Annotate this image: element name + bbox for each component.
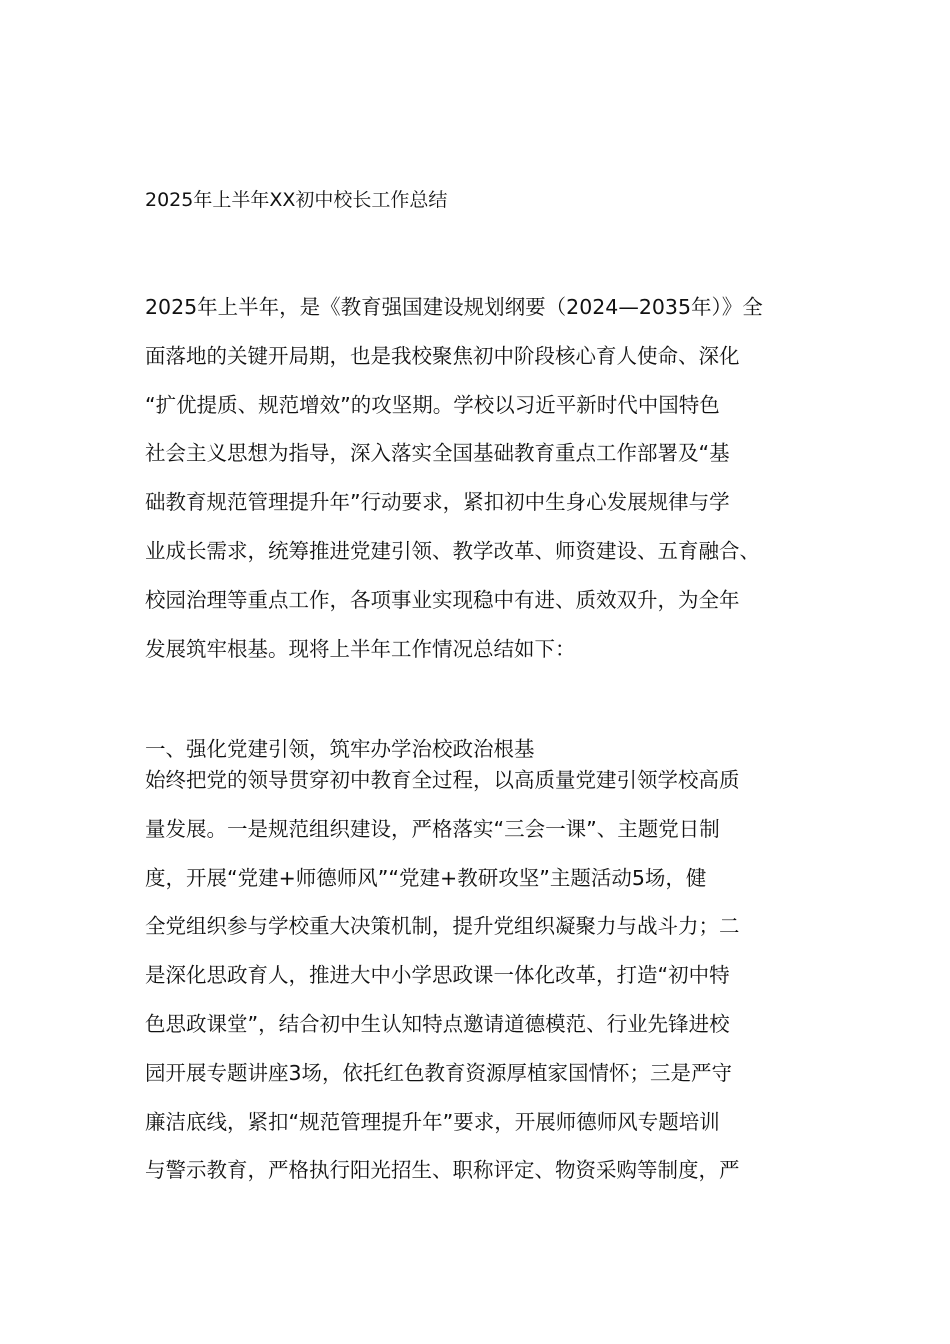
paragraph-line: 度，开展“党建+师德师风”“党建+教研攻坚”主题活动5场，健 — [145, 865, 707, 890]
paragraph-line: 量发展。一是规范组织建设，严格落实“三会一课”、主题党日制 — [145, 816, 720, 841]
paragraph-line: 社会主义思想为指导，深入落实全国基础教育重点工作部署及“基 — [145, 441, 730, 466]
paragraph-line: 廉洁底线，紧扣“规范管理提升年”要求，开展师德师风专题培训 — [145, 1109, 720, 1134]
paragraph-line: 是深化思政育人，推进大中小学思政课一体化改革，打造“初中特 — [145, 963, 730, 988]
paragraph-line: 园开展专题讲座3场，依托红色教育资源厚植家国情怀；三是严守 — [145, 1060, 733, 1085]
document-title: 2025年上半年XX初中校长工作总结 — [145, 189, 448, 211]
paragraph-line: 全党组织参与学校重大决策机制，提升党组织凝聚力与战斗力；二 — [145, 914, 740, 939]
paragraph-line: 面落地的关键开局期，也是我校聚焦初中阶段核心育人使命、深化 — [145, 343, 740, 368]
paragraph-line: 发展筑牢根基。现将上半年工作情况总结如下： — [145, 636, 576, 661]
paragraph-line: 校园治理等重点工作，各项事业实现稳中有进、质效双升，为全年 — [145, 587, 740, 612]
section-heading: 一、强化党建引领，筑牢办学治校政治根基 — [145, 737, 535, 761]
paragraph-line: 始终把党的领导贯穿初中教育全过程，以高质量党建引领学校高质 — [145, 768, 740, 792]
paragraph-line: 2025年上半年，是《教育强国建设规划纲要（2024—2035年）》全 — [145, 295, 763, 319]
section-paragraph — [145, 756, 740, 1195]
paragraph-line: 业成长需求，统筹推进党建引领、教学改革、师资建设、五育融合、 — [145, 538, 760, 563]
paragraph-line: 色思政课堂”，结合初中生认知特点邀请道德模范、行业先锋进校 — [145, 1011, 730, 1036]
intro-paragraph — [145, 283, 763, 673]
paragraph-line: 与警示教育，严格执行阳光招生、职称评定、物资采购等制度，严 — [145, 1158, 740, 1183]
paragraph-line: “扩优提质、规范增效”的攻坚期。学校以习近平新时代中国特色 — [145, 392, 720, 417]
paragraph-line: 础教育规范管理提升年”行动要求，紧扣初中生身心发展规律与学 — [145, 490, 730, 515]
